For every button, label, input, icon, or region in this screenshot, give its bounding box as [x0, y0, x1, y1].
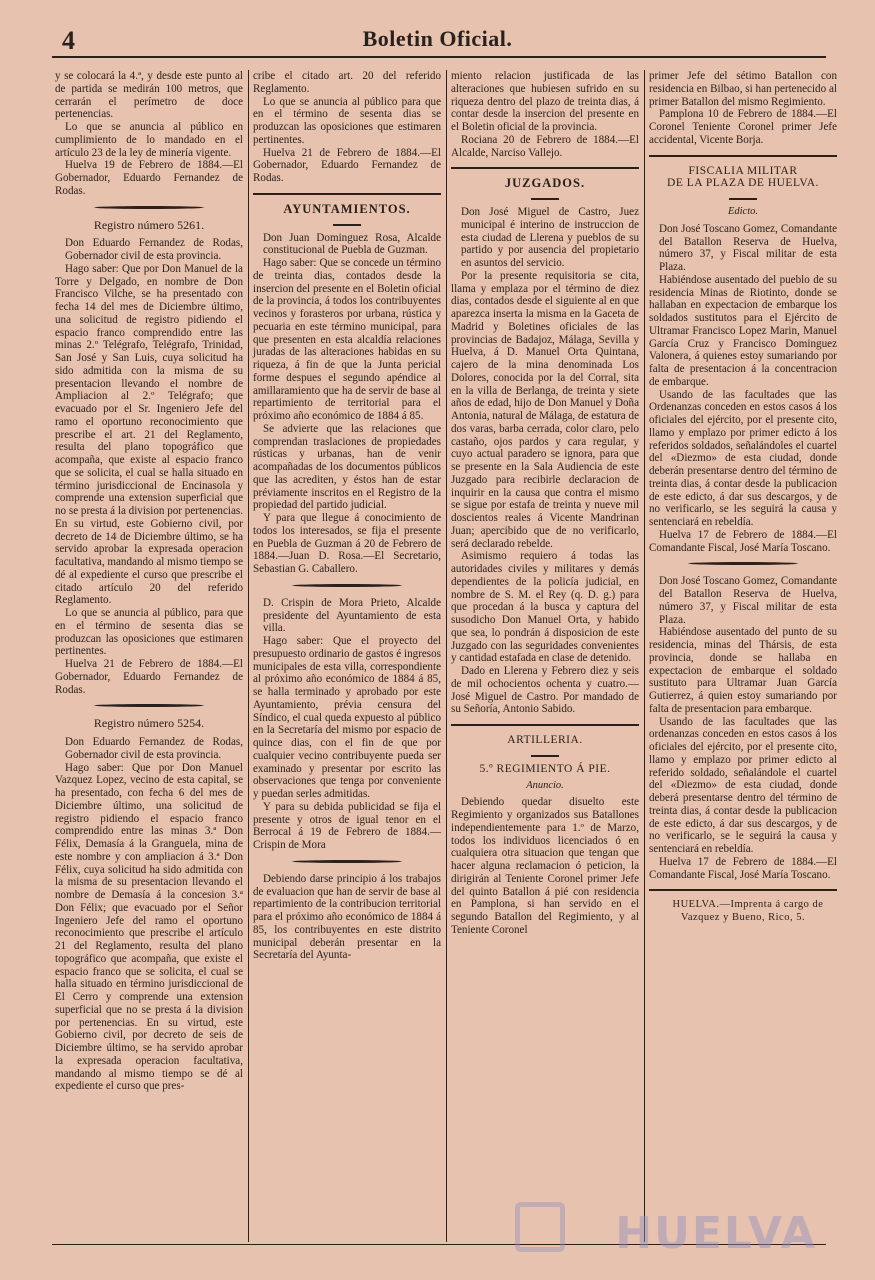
notice-type: Edicto. — [727, 206, 759, 217]
column-4 — [649, 70, 837, 925]
ornament — [253, 220, 441, 226]
watermark: HUELVA — [615, 1208, 817, 1259]
separator — [688, 562, 798, 565]
paragraph: y se colocará la 4.ª, y desde este punto al de partida se medirán 100 metros, que cerrarán el perímetro de doce pertenencias. — [55, 70, 243, 121]
column-divider — [446, 70, 447, 1242]
notice-header: Don José Miguel de Castro, Juez municipal é interino de instruccion de esta ciudad de Llerena y pueblos de su partido y por ausencia del propietario en asuntos del servicio. — [461, 206, 639, 269]
section-heading: AYUNTAMIENTOS. — [283, 201, 411, 216]
ornament — [451, 194, 639, 200]
notice-type: Anuncio. — [526, 779, 564, 791]
paragraph: Asimismo requiero á todas las autoridades civiles y militares y demás dependientes de la policía judicial, en nombre de S. M. el Rey (q. D. g.) para que procedan á la busca y captura del susodicho Don Manuel Orta, y habido que sea, lo pondrán á disposicion de este Juzgado con las seguridades convenientes y cantidad estafada en clase de detenido. — [451, 550, 639, 665]
paragraph: Hago saber: Que el proyecto del presupuesto ordinario de gastos é ingresos municipales de esta villa, correspondiente al próximo año económico de 1884 á 85, se halla terminado y aprobado por este Ayuntamiento, prévia censura del Síndico, el cual queda expuesto al público en la Secretaría del mismo por espacio de quince dias, con el fin de que por cualquier vecino contribuyente pueda ser examinado y presentar por escrito las observaciones que tenga por conveniente y puedan serles admitidas. — [253, 635, 441, 800]
printer-imprint: HUELVA.—Imprenta á cargo de Vazquez y Bueno, Rico, 5. — [672, 899, 824, 923]
paragraph: Habiéndose ausentado del pueblo de su residencia Minas de Riotinto, donde se hallaban en expectacion de embarque los soldados sustitutos para el Ejército de Ultramar Francisco Lopez Marin, Manuel García Cruz y Francisco Dominguez Valonera, á quienes estoy sumariando por falta de presentacion á la concentracion de embarque. — [649, 273, 837, 388]
signature: Huelva 21 de Febrero de 1884.—El Gobernador, Eduardo Fernandez de Rodas. — [253, 146, 441, 184]
paragraph: Lo que se anuncia al público, para que en el término de sesenta dias se produzcan las oposiciones que estimaren pertinentes. — [55, 607, 243, 658]
separator — [253, 193, 441, 195]
column-1 — [55, 70, 243, 1093]
ornament — [649, 194, 837, 200]
paragraph: Por la presente requisitoria se cita, llama y emplaza por el término de diez dias, contados desde el siguiente al en que aparezca inserta la misma en la Gaceta de Madrid y Boletines oficiales de las provincias de Badajoz, Málaga, Sevilla y Huelva, á D. Manuel Orta Quintana, cajero de la mina denominada Los Dolores, conocida por la del Corral, sita en la villa de Berlanga, de treinta y siete años de edad, hijo de Don Manuel y Doña Antonia, natural de Málaga, de estatura de dos varas, barba cerrada, color claro, pelo castaño, ojos pardos y cara regular, y cuyo actual paradero se ignora, para que se presente en la Sala Audiencia de este Juzgado para recibirle declaracion de inquirir en la causa que contra el mismo se sigue por estafa de treinta y nueve mil doscientos reales á Vicente Mandrinan Juan; apercibido que de no verificarlo, será declarado rebelde. — [451, 269, 639, 550]
section-heading: Registro número 5254. — [93, 716, 205, 731]
column-2 — [253, 70, 441, 962]
section-heading: FISCALIA MILITAR — [688, 164, 798, 177]
paragraph: cribe el citado art. 20 del referido Reglamento. — [253, 70, 441, 95]
paragraph: Hago saber: Que por Don Manuel de la Torre y Delgado, en nombre de Don Francisco Vilche, se ha presentado con fecha 14 del mes de Diciembre último, una solicitud de registro pidiendo el espacio franco comprendido entre las minas 2.º Telégrafo, Telégrafo, Trinidad, San José y San Luis, cuya solicitud ha sido admitida con la misma de su presentacion llevando el nombre de Ampliacion al 2.º Telégrafo; que evacuado por el Sr. Ingeniero Jefe del ramo el oportuno reconocimiento que prescribe el art. 21 del Reglamento, resulta del plano topográfico que acompaña, que existe al espacio franco que se solicita, el cual se halla situado en término jurisdiccional de Encinasola y comprende una extension superficial que no se presta á la division por pertenencias. En su virtud, este Gobierno civil, por decreto de 14 de Diciembre último, se ha servido aprobar la expresada operacion facultativa, mandando al mismo tiempo se dé al expediente el curso que prescribe el citado artículo 20 del referido Reglamento. — [55, 262, 243, 607]
paragraph: Lo que se anuncia al público para que en el término de sesenta dias se produzcan las oposiciones que estimaren pertinentes. — [253, 95, 441, 146]
paragraph: Hago saber: Que se concede un término de treinta dias, contados desde la insercion del presente en el Boletin oficial de la provincia, á todos los contribuyentes vecinos y forasteros por urbana, rústica y pecuaria en este término municipal, para que presenten en esta alcaldía relaciones juradas de las alteraciones habidas en su riqueza, á fin de que la Junta pericial forme despues el segundo apéndice al amillaramiento que ha de servir de base al repartimiento de territorial para el próximo año económico de 1884 á 85. — [253, 257, 441, 422]
signature: Huelva 17 de Febrero de 1884.—El Comandante Fiscal, José María Toscano. — [649, 855, 837, 881]
notice-header: Don José Toscano Gomez, Comandante del Batallon Reserva de Huelva, número 37, y Fiscal militar de esta Plaza. — [659, 575, 837, 626]
paragraph: Y para que llegue á conocimiento de todos los interesados, se fija el presente en Puebla de Guzman á 20 de Febrero de 1884.—Juan D. Rosa.—El Secretario, Sebastian G. Caballero. — [253, 512, 441, 575]
section-heading: JUZGADOS. — [504, 176, 586, 191]
signature: Dado en Llerena y Febrero diez y seis de mil ochocientos ochenta y cuatro.—José Miguel de Castro. Por mandado de su Señoría, Antonio Sabido. — [451, 665, 639, 716]
separator — [292, 860, 402, 863]
paragraph: Usando de las facultades que las Ordenanzas conceden en estos casos á los oficiales del ejército, por el presente cito, llamo y emplazo por primer edicto á los referidos soldados, señalándoles el cuartel del «Diezmo» de esta ciudad, donde deberán presentarse dentro del término de treinta dias, á contar desde la publicacion de este edicto, á dar sus descargos, y de no verificarlo, se les seguirá la causa y sentenciará en rebeldía. — [649, 388, 837, 528]
notice-header: Don Eduardo Fernandez de Rodas, Gobernador civil de esta provincia. — [65, 736, 243, 761]
section-heading: DE LA PLAZA DE HUELVA. — [667, 177, 819, 190]
separator — [451, 167, 639, 169]
column-3 — [451, 70, 639, 937]
notice-header: Don Juan Dominguez Rosa, Alcalde constitucional de Puebla de Guzman. — [263, 231, 441, 257]
paragraph: miento relacion justificada de las alteraciones que hubiesen sufrido en su riqueza dentro del plazo de treinta dias, á contar desde la insercion del presente en el Boletin oficial de la provincia. — [451, 70, 639, 133]
signature: Rociana 20 de Febrero de 1884.—El Alcalde, Narciso Vallejo. — [451, 133, 639, 159]
section-heading: ARTILLERIA. — [507, 734, 583, 746]
separator — [94, 704, 204, 707]
notice-header: Don Eduardo Fernandez de Rodas, Gobernador civil de esta provincia. — [65, 237, 243, 262]
paragraph: Y para su debida publicidad se fija el presente y otros de igual tenor en el Berrocal á 19 de Febrero de 1884.—Crispin de Mora — [253, 800, 441, 851]
notice-header: D. Crispin de Mora Prieto, Alcalde presidente del Ayuntamiento de esta villa. — [263, 596, 441, 635]
separator — [292, 584, 402, 587]
paragraph: Se advierte que las relaciones que comprendan traslaciones de propiedades rústicas y urbanas, han de venir acompañadas de los documentos públicos que las acrediten, y éstos han de estar préviamente inscritos en el Registro de la propiedad del partido judicial. — [253, 422, 441, 512]
paragraph: primer Jefe del sétimo Batallon con residencia en Bilbao, si han pertenecido al primer Batallon del mismo Regimiento. — [649, 70, 837, 108]
paragraph: Debiendo quedar disuelto este Regimiento y organizados sus Batallones independientemente para 1.º de Marzo, todos los individuos licenciados ó en cualquiera otra situacion que tengan que hacer alguna reclamacion ó peticion, la dirigirán al Teniente Coronel primer Jefe del quinto Batallon á pié con residencia en Pamplona, si han servido en el segundo Batallon del Regimiento, y al Teniente Coronel — [451, 796, 639, 936]
column-divider — [644, 70, 645, 1242]
separator — [94, 206, 204, 209]
separator — [649, 155, 837, 157]
signature: Huelva 17 de Febrero de 1884.—El Comandante Fiscal, José María Toscano. — [649, 528, 837, 554]
signature: Huelva 19 de Febrero de 1884.—El Gobernador, Eduardo Fernandez de Rodas. — [55, 159, 243, 197]
watermark-logo-icon — [515, 1202, 565, 1252]
signature: Pamplona 10 de Febrero de 1884.—El Coronel Teniente Coronel primer Jefe accidental, Vicente Borja. — [649, 108, 837, 146]
page-title: Boletin Oficial. — [362, 26, 513, 51]
column-divider — [248, 70, 249, 1242]
paragraph: Habiéndose ausentado del punto de su residencia, minas del Thársis, de esta provincia, donde se hallaba en expectacion de embarque el soldado sustituto para Ultramar Juan García Gutierrez, á quien estoy sumariando por falta de presentacion para embarque. — [649, 626, 837, 715]
page-number: 4 — [62, 26, 75, 55]
paragraph: Usando de las facultades que las ordenanzas conceden en estos casos á los oficiales del ejército, por el presente cito, llamo y emplazo por primer edicto al referido soldado, señalándole el cuartel del «Diezmo» de esta ciudad, donde deberá presentarse dentro del término de treinta dias, á contar desde la publicacion de este edicto, á dar sus descargos, y de no verificarlo, se le seguirá la causa y sentenciará en rebeldía. — [649, 715, 837, 855]
section-subheading: 5.º REGIMIENTO Á PIE. — [479, 762, 611, 775]
paragraph: Lo que se anuncia al público en cumplimiento de lo mandado en el artículo 23 de la ley de minería vigente. — [55, 121, 243, 159]
notice-header: Don José Toscano Gomez, Comandante del Batallon Reserva de Huelva, número 37, y Fiscal militar de esta Plaza. — [659, 222, 837, 273]
paragraph: Hago saber: Que por Don Manuel Vazquez Lopez, vecino de esta capital, se ha presentado, con fecha 6 del mes de Diciembre último, una solicitud de registro pidiendo el espacio franco comprendido entre las minas 3.ª Don Félix, Demasía á la Granguela, mina de este nombre y con ampliacion á 3.ª Don Félix, cuya solicitud ha sido admitida con la misma de su presentacion llevando el nombre de Demasía á la concesion 3.ª Don Félix; que evacuado por el Señor Ingeniero Jefe del ramo el oportuno reconocimiento que prescribe el artículo 21 del Reglamento, resulta del plano topográfico que acompaña, que existe el espacio franco que se solicita, el cual se halla situado en término jurisdiccional de El Cerro y comprende una extension superficial que no se presta á la division por pertenencias. En su virtud, este Gobierno civil, por decreto de seis de Diciembre último, se ha servido aprobar la expresada operacion facultativa, mandando al mismo tiempo se dé al expediente el curso que pres- — [55, 761, 243, 1093]
separator — [451, 724, 639, 726]
ornament — [451, 751, 639, 757]
header-rule — [52, 56, 826, 58]
signature: Huelva 21 de Febrero de 1884.—El Gobernador, Eduardo Fernandez de Rodas. — [55, 658, 243, 696]
separator — [649, 889, 837, 891]
section-heading: Registro número 5261. — [93, 217, 205, 232]
paragraph: Debiendo darse principio á los trabajos de evaluacion que han de servir de base al repartimiento de la contribucion territorial para el próximo año económico de 1884 á 85, los contribuyentes en este distrito municipal deberán presentar en la Secretaría del Ayunta- — [253, 872, 441, 962]
